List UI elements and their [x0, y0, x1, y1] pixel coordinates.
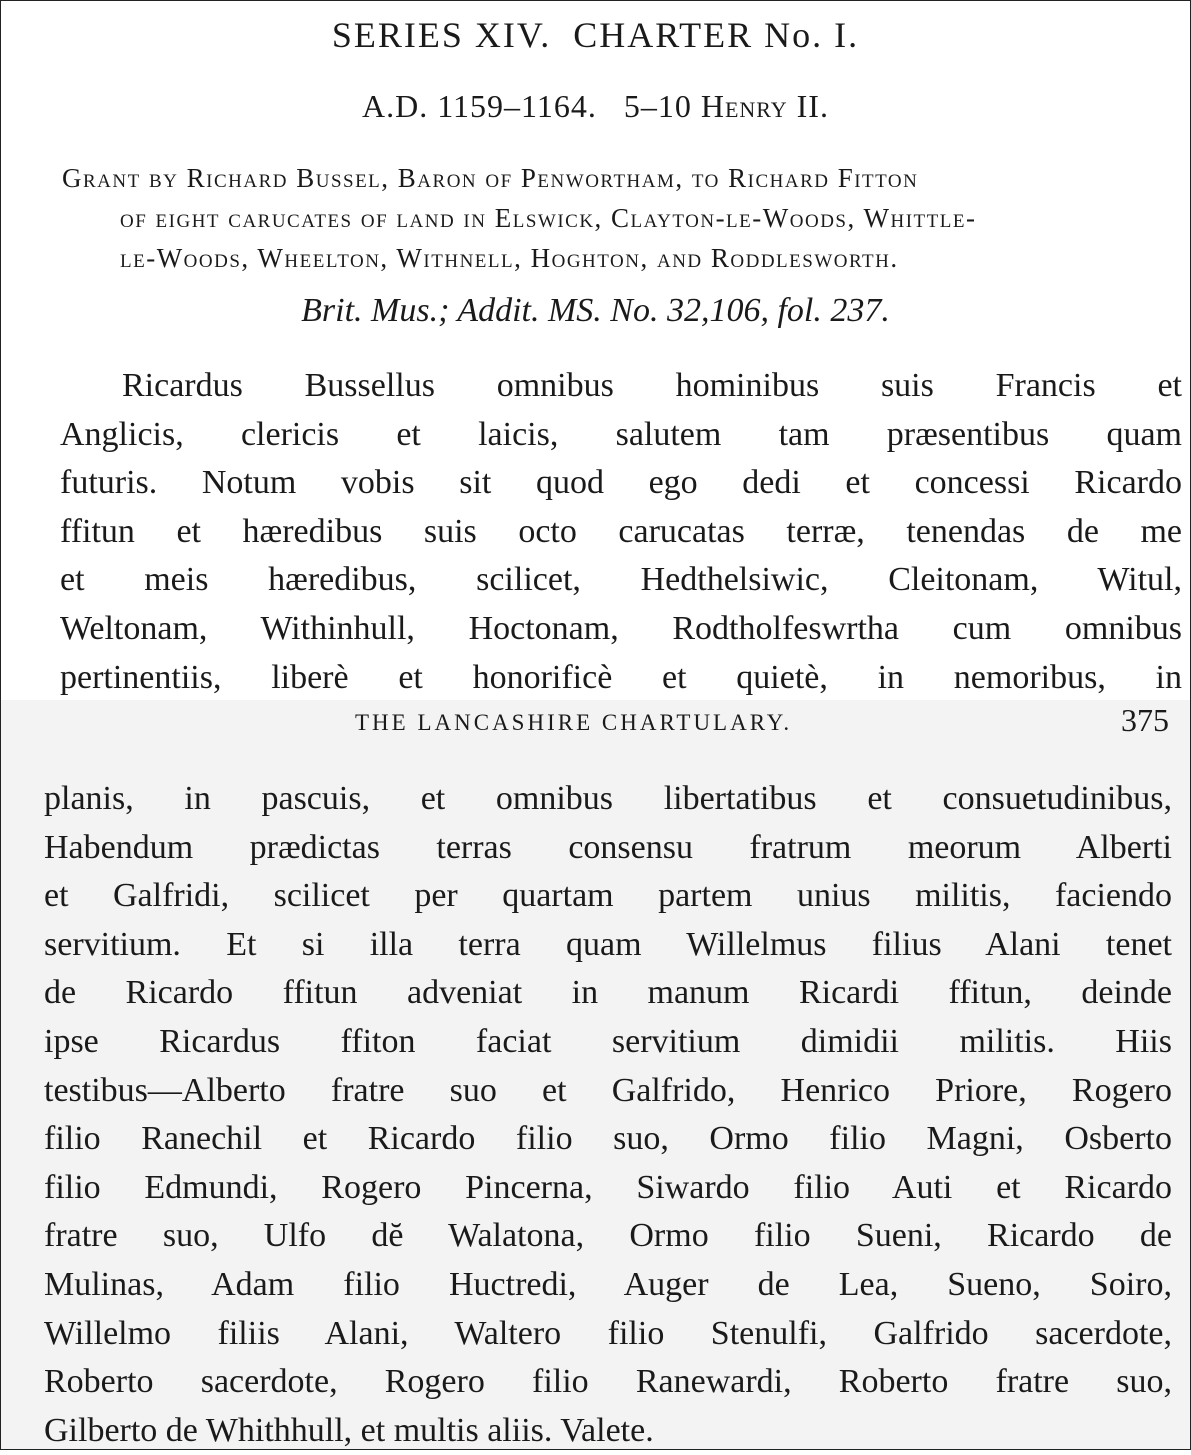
text-line: Anglicis, clericis et laicis, salutem tam præsentibus quam	[60, 415, 1182, 453]
text-line: filio Edmundi, Rogero Pincerna, Siwardo filio Auti et Ricardo	[44, 1168, 1172, 1206]
text-line: ffitun et hæredibus suis octo carucatas terræ, tenendas de me	[60, 512, 1182, 550]
page-number: 375	[1121, 702, 1169, 738]
text-line: servitium. Et si illa terra quam Willelmus filius Alani tenet	[44, 925, 1172, 963]
manuscript-source: Brit. Mus.; Addit. MS. No. 32,106, fol. 237.	[301, 292, 890, 329]
text-line: Weltonam, Withinhull, Hoctonam, Rodtholfeswrtha cum omnibus	[60, 609, 1182, 647]
text-line: Willelmo filiis Alani, Waltero filio Stenulfi, Galfrido sacerdote,	[44, 1314, 1172, 1352]
text-line: planis, in pascuis, et omnibus libertatibus et consuetudinibus,	[44, 780, 1172, 817]
text-line: Ricardus Bussellus omnibus hominibus suis Francis et	[122, 367, 1182, 404]
text-line: filio Ranechil et Ricardo filio suo, Ormo filio Magni, Osberto	[44, 1120, 1172, 1158]
running-head: THE LANCASHIRE CHARTULARY.	[355, 710, 793, 735]
date-ad: A.D. 1159–1164.	[362, 88, 597, 124]
text-line: et meis hæredibus, scilicet, Hedthelsiwic, Cleitonam, Witul,	[60, 561, 1182, 599]
grant-line: le-Woods, Wheelton, Withnell, Hoghton, and Roddlesworth.	[120, 243, 899, 273]
text-line: futuris. Notum vobis sit quod ego dedi et concessi Ricardo	[60, 464, 1182, 502]
text-line: de Ricardo ffitun adveniat in manum Ricardi ffitun, deinde	[44, 974, 1172, 1012]
text-line: pertinentiis, liberè et honorificè et quietè, in nemoribus, in	[60, 658, 1182, 696]
date-reign: 5–10 Henry II.	[623, 88, 829, 124]
text-line: Habendum prædictas terras consensu fratrum meorum Alberti	[44, 828, 1172, 866]
text-line: Gilberto de Whithhull, et multis aliis. Valete.	[44, 1411, 654, 1449]
text-line: Mulinas, Adam filio Huctredi, Auger de Lea, Sueno, Soiro,	[44, 1265, 1172, 1303]
series-charter-heading: SERIES XIV. CHARTER No. I.	[331, 15, 860, 55]
text-line: et Galfridi, scilicet per quartam partem unius militis, faciendo	[44, 877, 1172, 915]
text-line: Roberto sacerdote, Rogero filio Ranewardi, Roberto fratre suo,	[44, 1363, 1172, 1401]
text-line: testibus—Alberto fratre suo et Galfrido, Henrico Priore, Rogero	[44, 1071, 1172, 1109]
text-line: fratre suo, Ulfo dĕ Walatona, Ormo filio Sueni, Ricardo de	[44, 1217, 1172, 1255]
grant-line: of eight carucates of land in Elswick, Clayton-le-Woods, Whittle-	[120, 203, 977, 233]
grant-line: Grant by Richard Bussel, Baron of Penwortham, to Richard Fitton	[62, 163, 919, 193]
text-line: ipse Ricardus ffiton faciat servitium dimidii militis. Hiis	[44, 1022, 1172, 1060]
